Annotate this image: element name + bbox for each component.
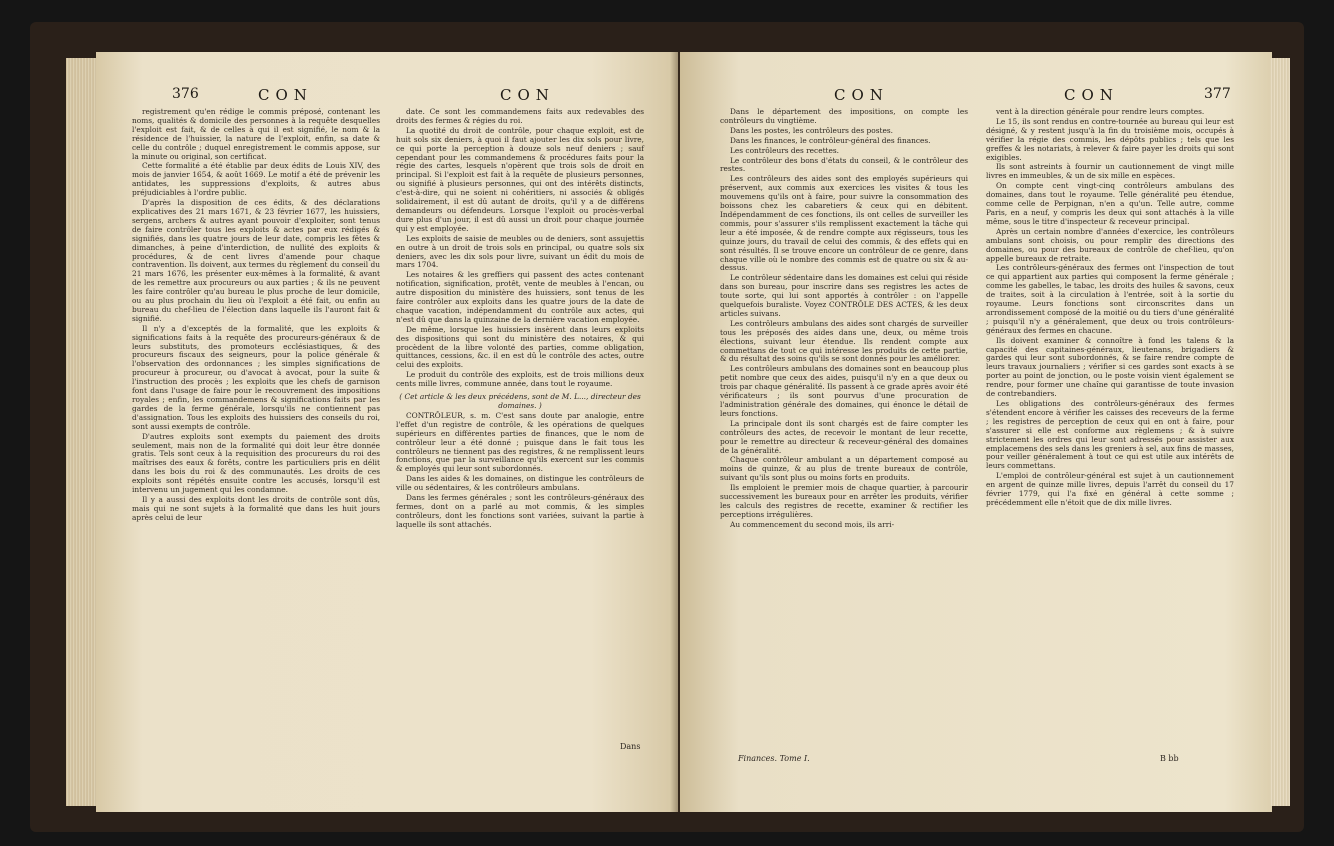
left-column-2 [396,108,644,531]
paragraph: Dans les fermes générales ; sont les contrôleurs-généraux des fermes, dont on a parlé au mot commis, & les simples contrôleurs, dont les fonctions sont variées, suivant la partie à laquelle ils sont attachés. [396,493,644,529]
author-note: ( Cet article & les deux précédens, sont de M. L..., directeur des domaines. ) [399,392,641,410]
paragraph: D'après la disposition de ces édits, & des déclarations explicatives des 21 mars 1671, & 23 février 1677, les huissiers, sergens, archers & autres ayant pouvoir d'exploiter, sont tenus de faire contrôler tous les exploits & actes par eux rédigés & signifiés, dans les quatre jours de leur date, compris les fêtes & dimanches, à peine d'interdiction, de nullité des exploits & procédures, & de cent livres d'amende pour chaque contravention. Ils doivent, aux termes du règlement du conseil du 21 mars 1676, les présenter eux-mêmes à la formalité, & avant de les remettre aux procureurs ou aux parties ; & ils ne peuvent les faire contrôler qu'au bureau le plus proche de leur domicile, ou au plus prochain du lieu où l'exploit a été fait, ou enfin au bureau du chef-lieu de l'élection dans laquelle ils l'auront fait & signifié. [132,198,380,323]
right-column-2 [986,108,1234,509]
paragraph: Ils sont astreints à fournir un cautionnement de vingt mille livres en immeubles, & un de six mille en espèces. [986,162,1234,181]
left-running-head-2: CON [500,86,555,104]
paragraph: Il y a aussi des exploits dont les droits de contrôle sont dûs, mais qui ne sont sujets à la formalité que dans les huit jours après celui de leur [132,494,380,522]
paragraph: Les contrôleurs des aides sont des employés supérieurs qui préservent, aux commis aux exercices les visites & tous les mouvemens qu'ils ont à faire, pour suivre la consommation des boissons chez les cabaretiers & ceux qui en débitent. Indépendamment de ces fonctions, ils ont celles de surveiller les commis, pour s'assurer s'ils remplissent exactement la tâche qui leur a été imposée, & de rendre compte aux régisseurs, tous les quinze jours, du travail de celui des commis, & des effets qui en sont résultés. Il se trouve encore un contrôleur de ce genre, dans chaque ville où le nombre des commis est de quatre ou six & au-dessus. [720,174,968,273]
right-running-head-1: CON [834,86,889,104]
paragraph: Dans les postes, les contrôleurs des postes. [730,125,893,135]
paragraph: vent à la direction générale pour rendre leurs comptes. [996,107,1205,116]
paragraph: Ils doivent examiner & connoître à fond les talens & la capacité des capitaines-généraux, lieutenans, brigadiers & gardes qui leur sont subordonnés, & se faire rendre compte de leurs travaux journaliers ; vérifier si ces gardes sont exacts à se porter au point de jonction, ou le poste voisin vient également se rendre, pour former une chaîne qui garantisse de toute invasion de contrebandiers. [986,335,1234,399]
paragraph: CONTRÔLEUR, s. m. C'est sans doute par analogie, entre l'effet d'un registre de contrôle, & les opérations de quelques supérieurs en différentes parties de finances, que le nom de contrôleur leur a été donné ; puisque dans le fait tous les contrôleurs ne tiennent pas des registres, & ne remplissent leurs fonctions, que par la surveillance qu'ils exercent sur les commis & employés qui leur sont subordonnés. [396,410,644,474]
right-column-1 [720,108,968,531]
page-edges-left [66,58,98,806]
paragraph: Au commencement du second mois, ils arri- [730,519,895,529]
paragraph: Ils emploient le premier mois de chaque quartier, à parcourir successivement les bureaux pour en arrêter les produits, vérifier les calculs des registres de recette, examiner & rectifier les perceptions irrégulières. [720,483,968,519]
paragraph: Le contrôleur des bons d'états du conseil, & le contrôleur des restes. [720,155,968,174]
paragraph: La principale dont ils sont chargés est de faire compter les contrôleurs des actes, de recevoir le montant de leur recette, pour le remettre au directeur & receveur-général des domaines de la généralité. [720,418,968,455]
book-spread [30,22,1304,832]
paragraph: Les obligations des contrôleurs-généraux des fermes s'étendent encore à vérifier les caisses des receveurs de la ferme ; les registres de perception de ceux qui en ont à faire, pour s'assurer si elle est conforme aux règlemens ; & à suivre strictement les ordres qui leur sont adressés pour assister aux emplacemens des sels dans les greniers à sel, aux fins de masses, pour veiller généralement à tout ce qui est utile aux intérêts de leurs commettans. [986,399,1234,471]
paragraph: Les contrôleurs ambulans des domaines sont en beaucoup plus petit nombre que ceux des aides, puisqu'il n'y en a que deux ou trois par chaque généralité. Ils passent à ce grade après avoir été vérificateurs ; ils sont pourvus d'une procuration de l'administration générale des domaines, qui énonce le détail de leurs fonctions. [720,364,968,418]
left-column-1 [132,108,380,524]
paragraph: On compte cent vingt-cinq contrôleurs ambulans des domaines, dans tout le royaume. Telle généralité peu étendue, comme celle de Perpignan, n'en a qu'un. Telle autre, comme Paris, en a neuf, y compris les deux qui sont attachés à la ville même, sous le titre d'inspecteur & receveur principal. [986,181,1234,226]
paragraph: Les exploits de saisie de meubles ou de deniers, sont assujettis en outre à un droit de trois sols en principal, ou quatre sols six deniers, avec les dix sols pour livre, suivant un édit du mois de mars 1704. [396,233,644,270]
paragraph: Les contrôleurs-généraux des fermes ont l'inspection de tout ce qui appartient aux parties qui composent la ferme générale ; comme les gabelles, le tabac, les droits des huiles & savons, ceux de traites, soit à la circulation à l'entrée, soit à la sortie du royaume. Leurs fonctions sont circonscrites dans un arrondissement composé de la moitié ou du tiers d'une généralité ; puisqu'il n'y a généralement, que deux ou trois contrôleurs-généraux des fermes en chacune. [986,263,1234,335]
left-page [96,52,678,812]
paragraph: Chaque contrôleur ambulant a un département composé au moins de quinze, & au plus de trente bureaux de contrôle, suivant qu'ils sont plus ou moins forts en produits. [720,455,968,483]
footer-text: Finances. Tome I. [738,754,810,763]
paragraph: Cette formalité a été établie par deux édits de Louis XIV, des mois de janvier 1654, & août 1669. Le motif a été de prévenir les antidates, les suppressions d'exploits, & autres abus préjudiciables à l'ordre public. [132,161,380,198]
paragraph: La quotité du droit de contrôle, pour chaque exploit, est de huit sols six deniers, à quoi il faut ajouter les dix sols pour livre, ce qui porte la perception à douze sols neuf deniers ; sauf cependant pour les commandemens & procédures faits pour la régie des cartes, lesquels n'opèrent que trois sols de droit en principal. Si l'exploit est fait à la requête de plusieurs personnes, ou signifié à plusieurs personnes, qui ont des intérêts distincts, c'est-à-dire, qui ne soient ni cohéritiers, ni associés & obligés solidairement, il est dû autant de droits, qu'il y a de différens demandeurs ou défendeurs. Lorsque l'exploit ou procès-verbal dure plus d'un jour, il est dû aussi un droit pour chaque journée qui y est employée. [396,125,644,233]
left-page-number: 376 [172,86,199,102]
paragraph: registrement qu'en rédige le commis préposé, contenant les noms, qualités & domicile des personnes à la requête desquelles l'exploit est fait, & de celles à qui il est signifié, le nom & la résidence de l'huissier, la nature de l'exploit, enfin, sa date & celle du contrôle ; duquel enregistrement le commis appose, sur la minute ou original, son certificat. [132,107,380,161]
right-running-head-2: CON [1064,86,1119,104]
signature-mark: B bb [1160,754,1179,763]
paragraph: Dans les finances, le contrôleur-général des finances. [730,135,931,145]
paragraph: De même, lorsque les huissiers insèrent dans leurs exploits des dispositions qui sont du ministère des notaires, & qui procèdent de la libre volonté des parties, comme obligation, quittances, cessions, &c. il en est dû le contrôle des actes, outre celui des exploits. [396,324,644,370]
paragraph: Les contrôleurs ambulans des aides sont chargés de surveiller tous les préposés des aides dans une, deux, ou même trois élections, suivant leur étendue. Ils rendent compte aux commettans de tout ce qui intéresse les produits de cette partie, & du résultat des soins qu'ils se sont donnés pour les améliorer. [720,318,968,364]
paragraph: Les notaires & les greffiers qui passent des actes contenant notification, signification, protêt, vente de meubles à l'encan, ou autre disposition du ministère des huissiers, sont tenus de les faire contrôler aux exploits dans les quatre jours de la date de chaque vacation, indépendamment du contrôle aux actes, qui n'est dû que dans la quinzaine de la dernière vacation employée. [396,270,644,324]
paragraph: Après un certain nombre d'années d'exercice, les contrôleurs ambulans sont choisis, ou pour remplir des directions des domaines, ou pour des bureaux de contrôle de chef-lieu, qu'on appelle bureaux de retraite. [986,226,1234,263]
paragraph: L'emploi de contrôleur-général est sujet à un cautionnement en argent de quinze mille livres, depuis l'arrêt du conseil du 17 février 1779, qui l'a fixé en général à cette somme ; précédemment elle n'étoit que de dix mille livres. [986,471,1234,507]
paragraph: Le produit du contrôle des exploits, est de trois millions deux cents mille livres, commune année, dans tout le royaume. [396,370,644,389]
volume-footer [738,754,810,763]
right-page [680,52,1272,812]
paragraph: Dans les aides & les domaines, on distingue les contrôleurs de ville ou sédentaires, & les contrôleurs ambulans. [396,474,644,493]
right-page-number: 377 [1204,86,1231,102]
page-edges-right [1270,58,1290,806]
paragraph: Les contrôleurs des recettes. [730,145,840,155]
paragraph: Le contrôleur sédentaire dans les domaines est celui qui réside dans son bureau, pour inscrire dans ses registres les actes de toute sorte, qui lui sont apportés à contrôler : on l'appelle quelquefois buraliste. Voyez CONTRÔLE DES ACTES, & les deux articles suivans. [720,273,968,318]
paragraph: D'autres exploits sont exempts du paiement des droits seulement, mais non de la formalité qui doit leur être donnée gratis. Tels sont ceux à la requisition des procureurs du roi des maîtrises des eaux & forêts, contre les particuliers pris en délit dans les bois du roi & des communautés. Les droits de ces exploits sont répétés ensuite contre les accusés, lorsqu'il est intervenu un jugement qui les condamne. [132,431,380,495]
paragraph: Il n'y a d'exceptés de la formalité, que les exploits & significations faits à la requête des procureurs-généraux & de leurs substituts, des promoteurs ecclésiastiques, & des procureurs fiscaux des seigneurs, pour la police générale & l'observation des ordonnances ; les simples significations de procureur à procureur, ou d'avocat à avocat, pour la suite & l'instruction des procès ; les exploits que les chefs de garnison font dans l'usage de faire pour le recouvrement des impositions royales ; enfin, les commandemens & significations faits par les gardes de la ferme générale, lorsqu'ils ne contiennent pas d'assignation. Tous les exploits des huissiers des conseils du roi, sont aussi exempts de contrôle. [132,323,380,431]
paragraph: Dans le département des impositions, on compte les contrôleurs du vingtième. [720,107,968,125]
left-running-head-1: CON [258,86,313,104]
paragraph: Le 15, ils sont rendus en contre-tournée au bureau qui leur est désigné, & y restent jusqu'à la fin du troisième mois, occupés à vérifier la régie des commis, les dépôts publics ; tels que les greffes & les notariats, à relever & faire payer les droits qui sont exigibles. [986,116,1234,162]
catchword: Dans [620,742,641,751]
paragraph: date. Ce sont les commandemens faits aux redevables des droits des fermes & régies du roi. [396,107,644,125]
